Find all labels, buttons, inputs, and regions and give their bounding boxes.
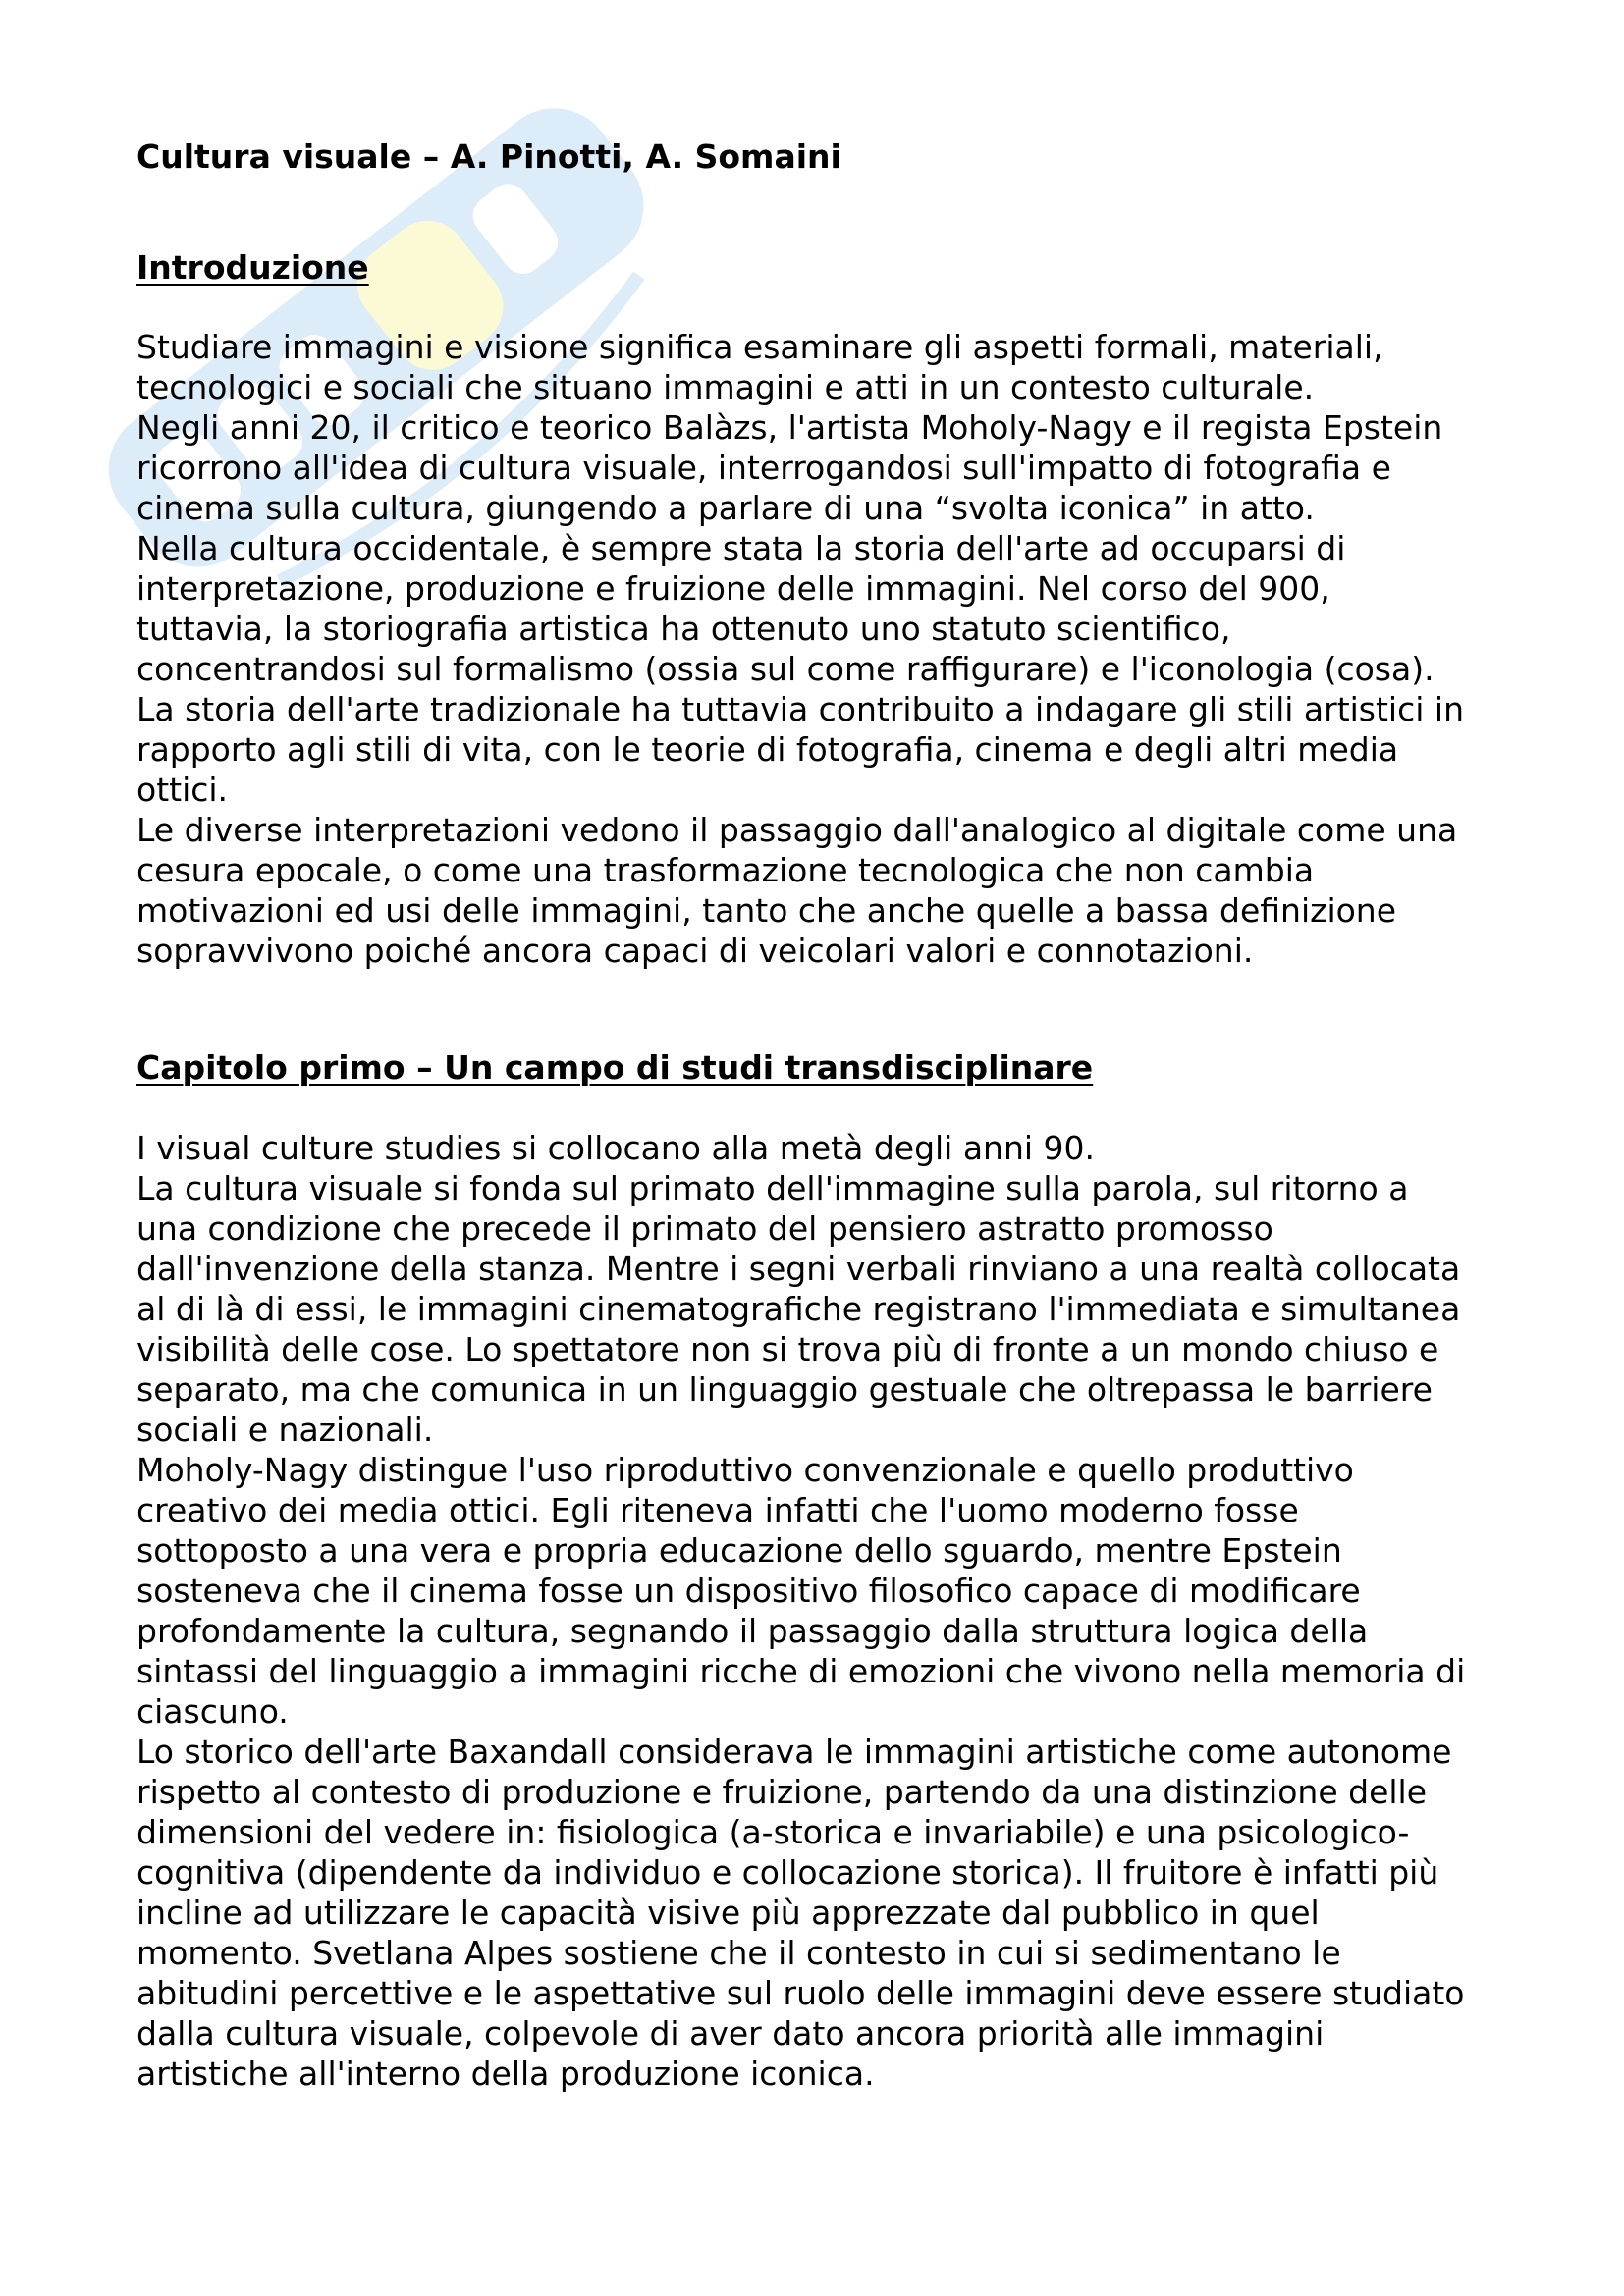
section-body-capitolo-primo (136, 1128, 1511, 2094)
text-line: tuttavia, la storiografia artistica ha ottenuto uno statuto scientifico, (136, 610, 1231, 648)
text-line: sosteneva che il cinema fosse un dispositivo filosofico capace di modificare (136, 1572, 1361, 1610)
text-line: profondamente la cultura, segnando il passaggio dalla struttura logica della (136, 1612, 1369, 1650)
text-line: sociali e nazionali. (136, 1411, 434, 1449)
text-line: visibilità delle cose. Lo spettatore non si trova più di fronte a un mondo chiuso e (136, 1330, 1439, 1368)
text-line: sopravvivono poiché ancora capaci di veicolari valori e connotazioni. (136, 932, 1254, 970)
text-line: motivazioni ed usi delle immagini, tanto che anche quelle a bassa definizione (136, 891, 1397, 930)
text-line: concentrandosi sul formalismo (ossia sul come raffigurare) e l'iconologia (cosa). (136, 650, 1435, 688)
text-line: dimensioni del vedere in: fisiologica (a-storica e invariabile) e una psicologico- (136, 1813, 1410, 1851)
text-line: separato, ma che comunica in un linguaggio gestuale che oltrepassa le barriere (136, 1370, 1433, 1409)
text-line: dall'invenzione della stanza. Mentre i segni verbali rinviano a una realtà collocata (136, 1250, 1461, 1288)
text-line: Lo storico dell'arte Baxandall considerava le immagini artistiche come autonome (136, 1733, 1452, 1771)
text-line: una condizione che precede il primato del pensiero astratto promosso (136, 1209, 1273, 1248)
text-line: Le diverse interpretazioni vedono il passaggio dall'analogico al digitale come una (136, 811, 1458, 849)
text-line: interpretazione, produzione e fruizione delle immagini. Nel corso del 900, (136, 569, 1330, 608)
text-line: dalla cultura visuale, colpevole di aver dato ancora priorità alle immagini (136, 2014, 1325, 2053)
text-line: rispetto al contesto di produzione e fruizione, partendo da una distinzione delle (136, 1773, 1428, 1811)
text-line: al di là di essi, le immagini cinematografiche registrano l'immediata e simultanea (136, 1290, 1461, 1328)
text-line: incline ad utilizzare le capacità visive più apprezzate dal pubblico in quel (136, 1894, 1320, 1932)
text-line: ottici. (136, 771, 229, 809)
text-line: Moholy-Nagy distingue l'uso riproduttivo convenzionale e quello produttivo (136, 1451, 1354, 1489)
text-line: rapporto agli stili di vita, con le teorie di fotografia, cinema e degli altri media (136, 730, 1399, 769)
text-line: creativo dei media ottici. Egli riteneva infatti che l'uomo moderno fosse (136, 1491, 1299, 1529)
text-line: cesura epocale, o come una trasformazione tecnologica che non cambia (136, 851, 1315, 889)
text-line: artistiche all'interno della produzione iconica. (136, 2055, 875, 2093)
text-line: La cultura visuale si fonda sul primato dell'immagine sulla parola, sul ritorno a (136, 1169, 1409, 1207)
text-line: I visual culture studies si collocano alla metà degli anni 90. (136, 1129, 1096, 1167)
text-line: sintassi del linguaggio a immagini ricche di emozioni che vivono nella memoria di (136, 1652, 1466, 1690)
text-line: abitudini percettive e le aspettative sul ruolo delle immagini deve essere studiato (136, 1974, 1465, 2012)
section-heading-capitolo-primo: Capitolo primo – Un campo di studi transdisciplinare (136, 1048, 1094, 1087)
document-page (136, 137, 1511, 2094)
text-line: La storia dell'arte tradizionale ha tuttavia contribuito a indagare gli stili artistici in (136, 690, 1464, 728)
text-line: cognitiva (dipendente da individuo e collocazione storica). Il fruitore è infatti più (136, 1853, 1439, 1892)
section-body-introduzione (136, 327, 1511, 971)
text-line: Negli anni 20, il critico e teorico Balàzs, l'artista Moholy-Nagy e il regista Epstein (136, 408, 1443, 447)
text-line: ricorrono all'idea di cultura visuale, interrogandosi sull'impatto di fotografia e (136, 449, 1391, 487)
text-line: Studiare immagini e visione significa esaminare gli aspetti formali, materiali, (136, 328, 1383, 366)
text-line: tecnologici e sociali che situano immagini e atti in un contesto culturale. (136, 368, 1315, 406)
section-heading-introduzione: Introduzione (136, 248, 369, 287)
text-line: momento. Svetlana Alpes sostiene che il contesto in cui si sedimentano le (136, 1934, 1341, 1972)
text-line: ciascuno. (136, 1692, 289, 1731)
document-title: Cultura visuale – A. Pinotti, A. Somaini (136, 137, 841, 176)
text-line: sottoposto a una vera e propria educazione dello sguardo, mentre Epstein (136, 1531, 1342, 1570)
text-line: cinema sulla cultura, giungendo a parlare di una “svolta iconica” in atto. (136, 489, 1315, 527)
text-line: Nella cultura occidentale, è sempre stata la storia dell'arte ad occuparsi di (136, 529, 1346, 567)
